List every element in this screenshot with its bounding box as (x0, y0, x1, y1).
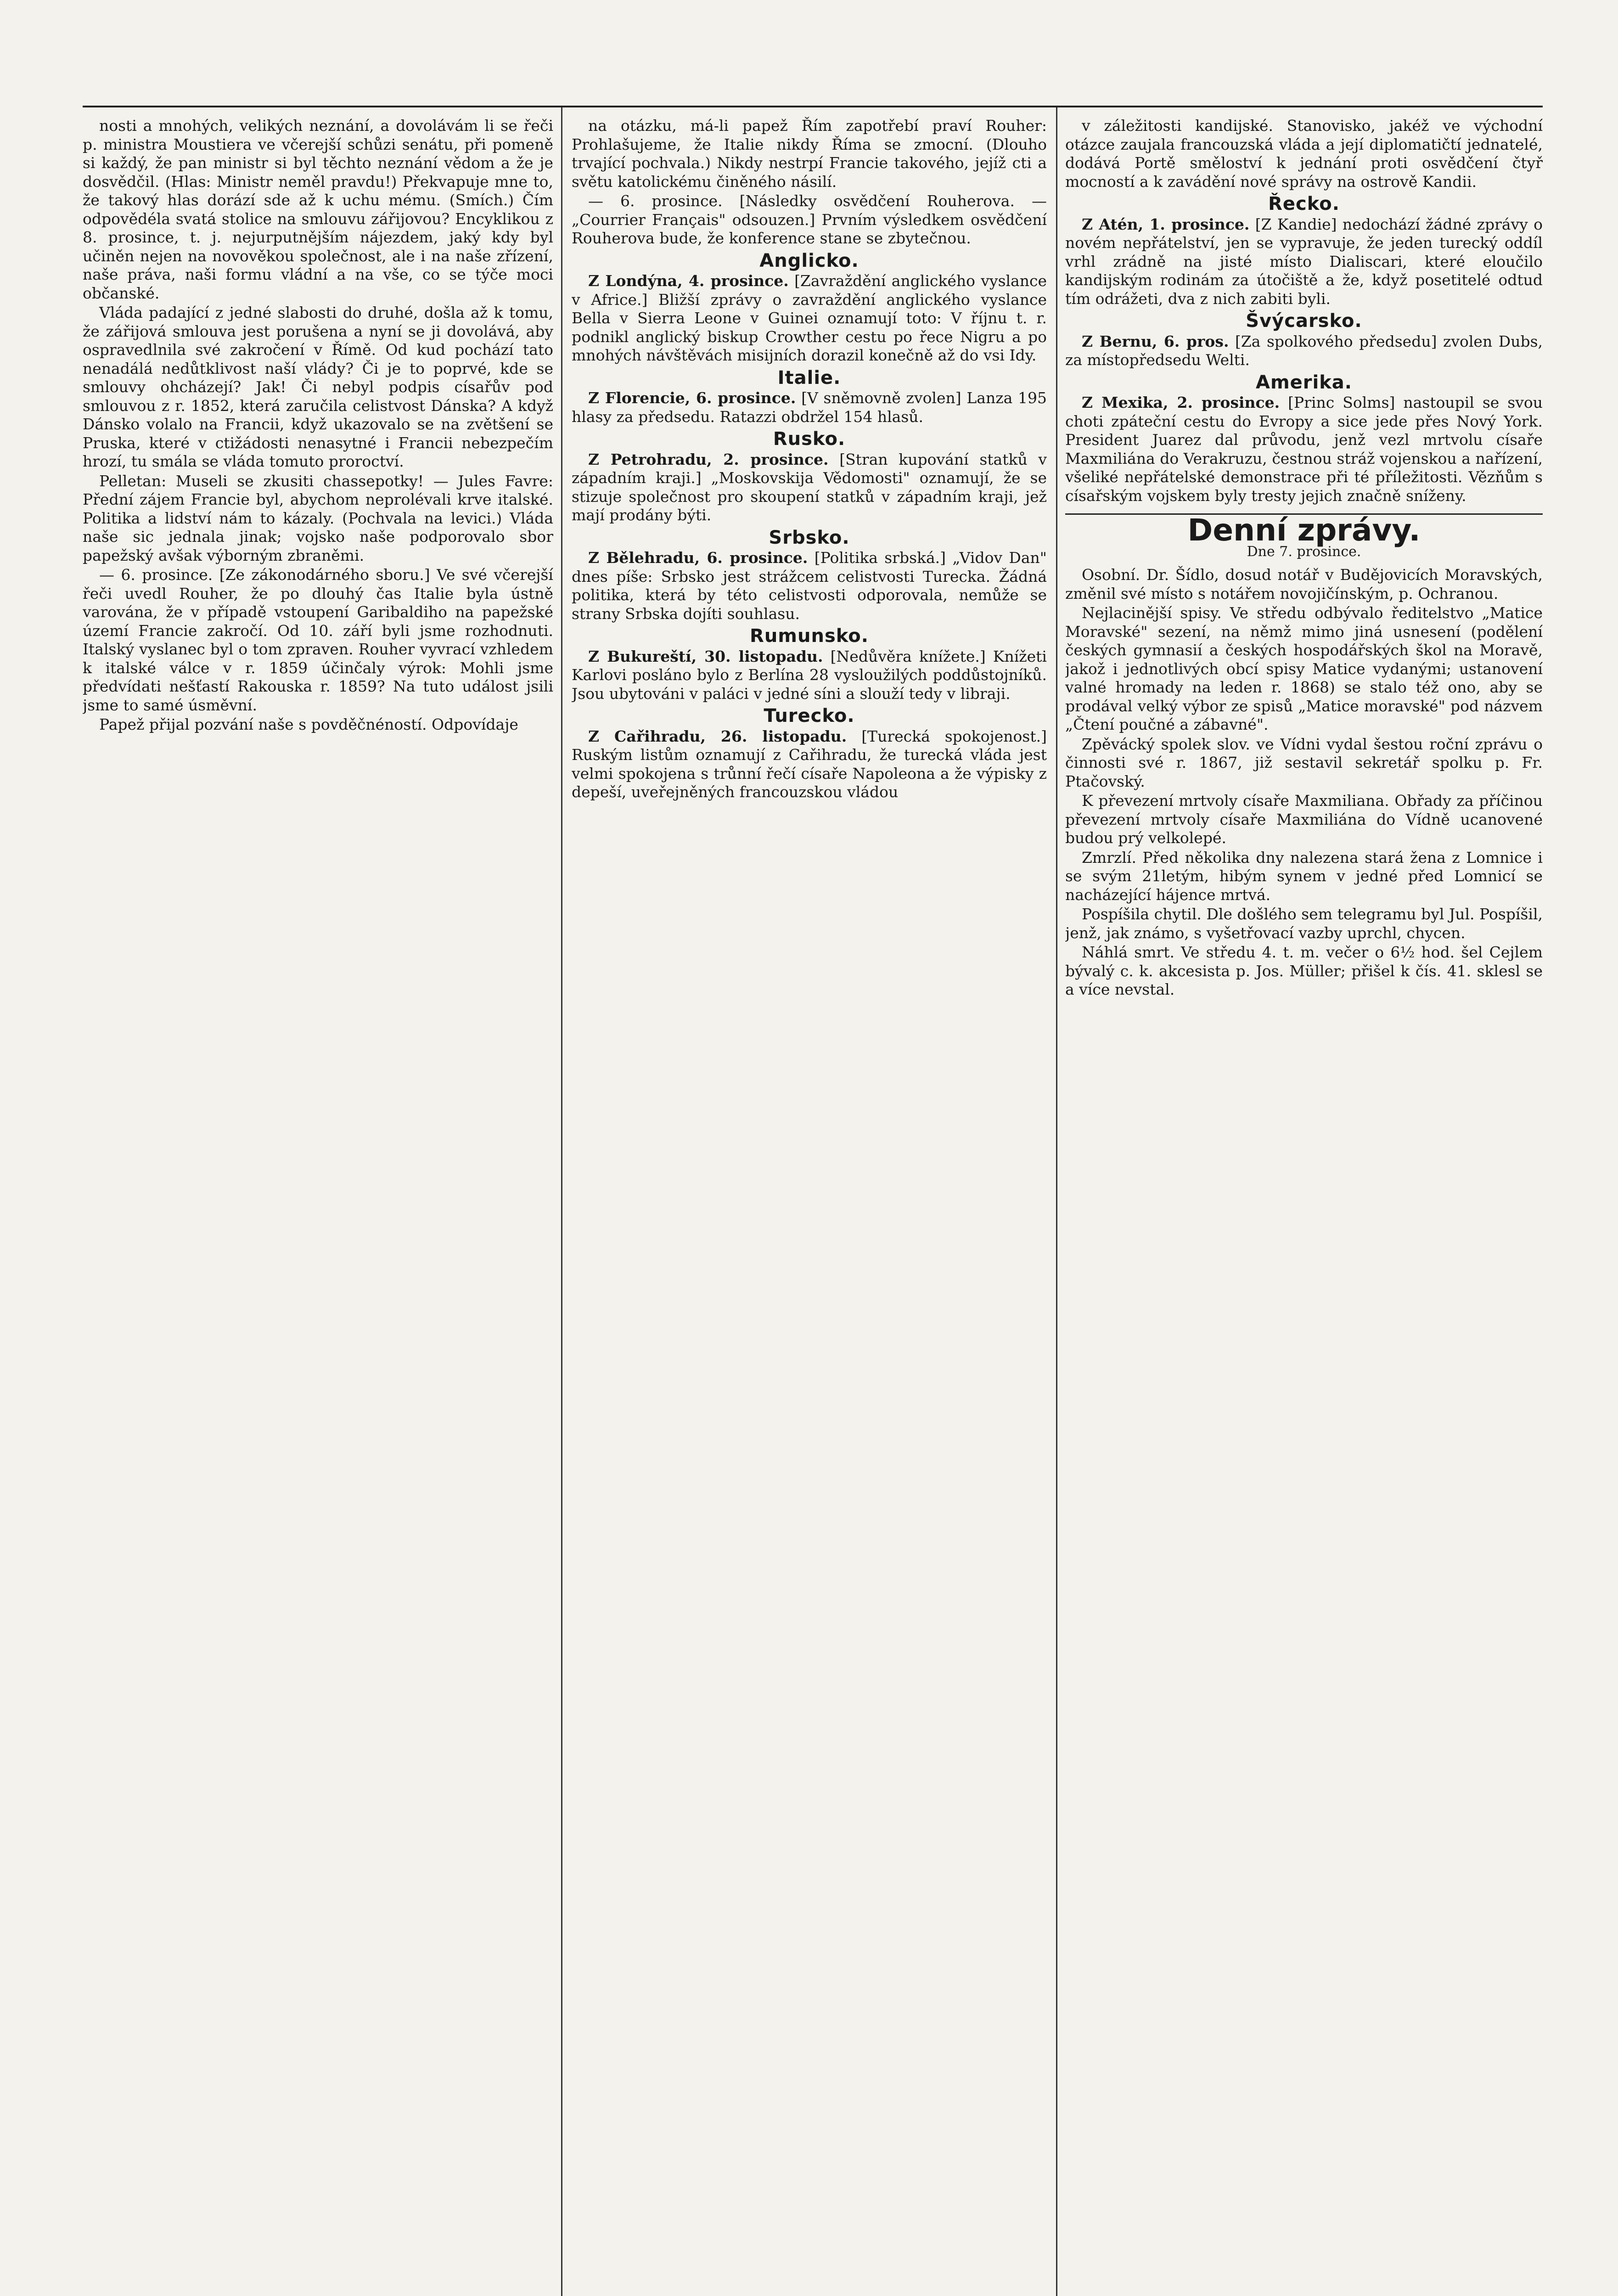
dateline: Z Cařihradu, 26. listopadu. (588, 727, 847, 745)
news-item: Z Atén, 1. prosince. [Z Kandie] nedochází žádné zprávy o novém nepřátelství, jen se vypravuje, že jeden turecký oddíl vrhl zrádně na jisté místo Dialiscari, které eloučilo kandijským rodinám za útočiště a že, když posetitelé odtud tím odrážeti, dva z nich zabiti byli. (1065, 215, 1543, 308)
dateline: Z Atén, 1. prosince. (1082, 215, 1250, 233)
news-item: Z Cařihradu, 26. listopadu. [Turecká spokojenost.] Ruským listům oznamují z Cařihradu, že turecká vláda jest velmi spokojena s trůnní řečí císaře Napoleona a že výpisky z depeší, uveřejněných francouzskou vládou (572, 727, 1047, 801)
column-rule (561, 107, 562, 2296)
article-paragraph: — 6. prosince. [Následky osvědčení Rouherova. — „Courrier Français" odsouzen.] Prvním výsledkem osvědčení Rouherova bude, že konference stane se zbytečnou. (572, 192, 1047, 247)
dateline: Z Bernu, 6. pros. (1082, 332, 1229, 350)
article-paragraph: Pelletan: Museli se zkusiti chassepotky! — Jules Favre: Přední zájem Francie byl, abychom neprolévali krve italské. Politika a lidství nám to kázaly. (Pochvala na levici.) Vláda naše sic jednala jinak; vojsko naše podporovalo sbor papežský avšak výborným zbraněmi. (83, 472, 553, 564)
newspaper-page (83, 106, 1543, 2296)
daily-news-title: Denní zprávy. (1065, 513, 1543, 540)
news-item: Z Bělehradu, 6. prosince. [Politika srbská.] „Vidov Dan" dnes píše: Srbsko jest strážcem celistvosti Turecka. Žádná politika, která by této celistvosti odporovala, nemůže se strany Srbska dojíti souhlasu. (572, 549, 1047, 623)
daily-item: Náhlá smrt. Ve středu 4. t. m. večer o 6½ hod. šel Cejlem bývalý c. k. akcesista p. Jos. Müller; přišel k čís. 41. sklesl se a více nevstal. (1065, 943, 1543, 998)
dateline: Z Mexika, 2. prosince. (1082, 394, 1280, 411)
news-item: Z Londýna, 4. prosince. [Zavraždění anglického vyslance v Africe.] Bližší zprávy o zavraždění anglického vyslance Bella v Sierra Leone v Guinei oznamují toto: V říjnu t. r. podnikl anglický biskup Crowther cestu po řece Nigru a po mnohých návštěvách misijních dorazil konečně až do vsi Idy. (572, 272, 1047, 364)
article-paragraph: nosti a mnohých, velikých neznání, a dovolávám li se řeči p. ministra Moustiera ve včerejší schůzi senátu, při pomeně si každý, že pan ministr si byl těchto neznání vědom a že je dosvědčil. (Hlas: Ministr neměl pravdu!) Překvapuje mne to, že takový hlas dorází sde až k uchu mému. (Smích.) Čím odpovědéla svatá stolice na smlouvu zářijovou? Encyklikou z 8. prosince, t. j. nejurputnějším nájezdem, jaký kdy byl učiněn nejen na novověkou společnost, ale i na naše zřízení, naše práva, naši formu vládní a na vše, co se týče moci občanské. (83, 117, 553, 302)
news-item: Z Petrohradu, 2. prosince. [Stran kupování statků v západním kraji.] „Moskovskija Vědomosti" oznamují, že se stizuje společnost pro skoupení statků v západním kraji, jež mají prodány býti. (572, 450, 1047, 524)
article-paragraph: — 6. prosince. [Ze zákonodárného sboru.] Ve své včerejší řeči uvedl Rouher, že po dlouhý čas Italie byla ústně varována, že v případě vstoupení Garibaldiho na papežské území Francie zakročí. Od 10. září byli jsme rozhodnuti. Italský vyslanec byl o tom zpraven. Rouher vyvrací vzhledem k italské válce v r. 1859 účinčaly výrok: Mohli jsme předvídati nešťastí Rakouska r. 1859? Na tuto událost jsili jsme to samé úsměvní. (83, 566, 553, 714)
dateline: Z Petrohradu, 2. prosince. (588, 450, 829, 468)
section-heading-greece: Řecko. (1268, 193, 1340, 214)
section-heading-england: Anglicko. (759, 250, 859, 271)
column-2 (572, 117, 1047, 2296)
section-heading-serbia: Srbsko. (769, 527, 850, 548)
daily-item: Nejlacinější spisy. Ve středu odbývalo ředitelstvo „Matice Moravské" sezení, na němž mimo jiná usnesení (podělení českých gymnasií a českých hospodářských škol na Moravě, jakož i jednotlivých obcí spisy Matice vydanými; ustanovení valné hromady na leden r. 1868) se stalo též ono, aby se prodával velký výbor ze spisů „Matice moravské" pod názvem „Čtení poučné a zábavné". (1065, 604, 1543, 733)
column-3 (1065, 117, 1543, 2296)
dateline: Z Londýna, 4. prosince. (588, 272, 789, 290)
news-item: Z Mexika, 2. prosince. [Princ Solms] nastoupil se svou choti zpáteční cestu do Evropy a sice jede přes Nový York. President Juarez dal průvodu, jenž vezl mrtvolu císaře Maxmiliána do Verakruzu, čestnou stráž vojenskou a nařízení, všeliké nepřátelské demonstrace při té příležitosti. Vězňům s císařským vojskem byly tresty jejich značně sníženy. (1065, 394, 1543, 505)
article-paragraph: Papež přijal pozvání naše s povděčnéností. Odpovídaje (99, 715, 518, 733)
daily-item: Zmrzlí. Před několika dny nalezena stará žena z Lomnice i se svým 21letým, hibým synem v jedné před Lomnicí se nacházející hájence mrtvá. (1065, 848, 1543, 904)
article-paragraph: na otázku, má-li papež Řím zapotřebí praví Rouher: Prohlašujeme, že Italie nikdy Říma se zmocní. (Dlouho trvající pochvala.) Nikdy nestrpí Francie takového, jejíž cti a světu katolickému činěného násilí. (572, 117, 1047, 191)
daily-item: Zpěvácký spolek slov. ve Vídni vydal šestou roční zprávu o činnosti své r. 1867, již sestavil sekretář spolku p. Fr. Ptačovský. (1065, 735, 1543, 790)
section-heading-italy: Italie. (777, 367, 841, 388)
news-item: Z Florencie, 6. prosince. [V sněmovně zvolen] Lanza 195 hlasy za předsedu. Ratazzi obdržel 154 hlasů. (572, 389, 1047, 426)
article-paragraph: v záležitosti kandijské. Stanovisko, jakéž ve východní otázce zaujala francouzská vláda a její diplomatičtí jednatelé, dodává Portě směloství k jednání proti osvědčení čtyř mocností a k zavádění nové správy na ostrově Kandii. (1065, 117, 1543, 191)
column-rule (1056, 107, 1057, 2296)
news-item: Z Bernu, 6. pros. [Za spolkového předsedu] zvolen Dubs, za místopředsedu Welti. (1065, 332, 1543, 369)
daily-news-date: Dne 7. prosince. (1247, 543, 1361, 560)
dateline: Z Florencie, 6. prosince. (588, 389, 796, 407)
section-heading-america: Amerika. (1256, 371, 1352, 393)
article-paragraph: Vláda padající z jedné slabosti do druhé, došla až k tomu, že zářijová smlouva jest porušena a nyní se ji dovolává, aby ospravedlnila své zakročení v Římě. Od kud pochází tato nenadálá nedůtklivost naší vlády? Či je to poprvé, kde se smlouvy ohcházejí? Jak! Či nebyl podpis císařův pod smlouvou z r. 1852, která zaručila celistvost Dánska? A když Dánsko volalo na Francii, když ukazovalo se na zvětšení se Pruska, které v ctižádosti nenasytné i Francii nebezpečím hrozí, tu smála se vláda tomuto proroctví. (83, 304, 553, 470)
dateline: Z Bělehradu, 6. prosince. (588, 549, 808, 567)
daily-item: K převezení mrtvoly císaře Maxmiliana. Obřady za příčinou převezení mrtvoly císaře Maxmiliána do Vídně ucanovené budou prý velkolepé. (1065, 792, 1543, 847)
column-1 (83, 117, 553, 2296)
daily-item: Pospíšila chytil. Dle došlého sem telegramu byl Jul. Pospíšil, jenž, jak známo, s vyšetřovací vazby uprchl, chycen. (1065, 905, 1543, 942)
dateline: Z Bukureští, 30. listopadu. (588, 647, 823, 665)
daily-item: Osobní. Dr. Šídlo, dosud notář v Budějovicích Moravských, změnil své místo s notářem novojičínským, p. Ochranou. (1065, 566, 1543, 602)
section-heading-romania: Rumunsko. (750, 625, 869, 647)
news-item: Z Bukureští, 30. listopadu. [Nedůvěra knížete.] Knížeti Karlovi posláno bylo z Berlína 28 vysloužilých poddůstojníků. Jsou ubytováni v paláci v jedné síni a slouží tedy v libraji. (572, 647, 1047, 703)
section-heading-turkey: Turecko. (764, 705, 855, 726)
section-heading-russia: Rusko. (773, 428, 846, 450)
section-heading-switzerland: Švýcarsko. (1246, 310, 1362, 332)
